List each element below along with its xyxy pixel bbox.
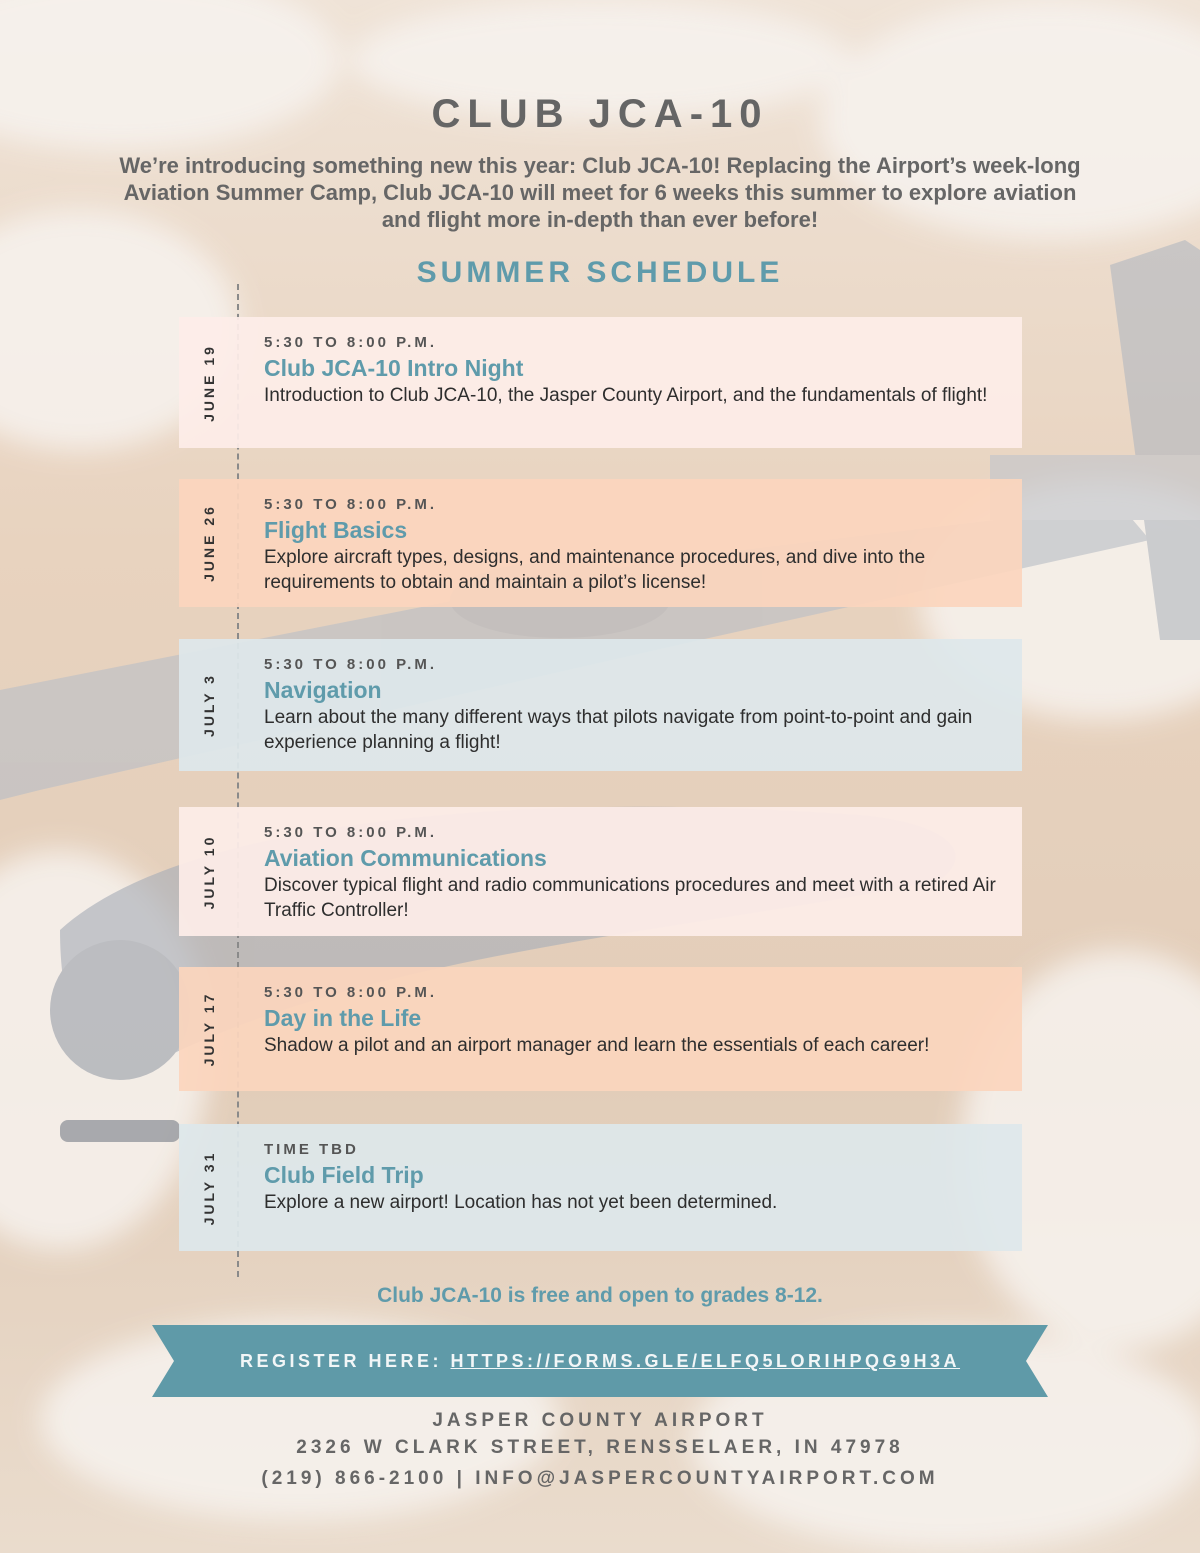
footer-contact (0, 1468, 1200, 1490)
intro-paragraph: We’re introducing something new this year: Club JCA-10! Replacing the Airport’s week-long Aviation Summer Camp, Club JCA-10 will meet for 6 weeks this summer to explore aviation and flight more in-depth than ever before! (119, 153, 1081, 232)
schedule-heading: SUMMER SCHEDULE (416, 256, 784, 289)
event-date: JUNE 19 (201, 343, 217, 422)
event-date: JUNE 26 (201, 504, 217, 582)
register-banner (152, 1325, 1048, 1397)
event-description: Discover typical flight and radio communications procedures and meet with a retired Air Traffic Controller! (264, 875, 996, 921)
footer-phone[interactable]: (219) 866-2100 (261, 1468, 448, 1489)
footer-separator: | (456, 1468, 466, 1489)
event-description: Learn about the many different ways that pilots navigate from point-to-point and gain experience planning a flight! (264, 707, 973, 753)
schedule-event-july-3 (179, 639, 1022, 771)
event-date: JULY 17 (201, 991, 217, 1067)
event-description: Explore a new airport! Location has not yet been determined. (264, 1192, 778, 1213)
page-title: CLUB JCA-10 (431, 92, 769, 136)
event-name: Club JCA-10 Intro Night (264, 355, 524, 381)
event-time: 5:30 TO 8:00 P.M. (264, 496, 438, 513)
event-time: 5:30 TO 8:00 P.M. (264, 984, 438, 1001)
event-description: Introduction to Club JCA-10, the Jasper County Airport, and the fundamentals of flight! (264, 385, 988, 406)
event-time: 5:30 TO 8:00 P.M. (264, 334, 438, 351)
schedule-event-june-26 (179, 479, 1022, 607)
schedule-event-july-31 (179, 1124, 1022, 1251)
event-date: JULY 3 (201, 673, 217, 737)
event-name: Club Field Trip (264, 1162, 424, 1188)
event-date: JULY 10 (201, 834, 217, 909)
event-name: Flight Basics (264, 517, 408, 543)
event-time: TIME TBD (264, 1141, 359, 1158)
event-time: 5:30 TO 8:00 P.M. (264, 824, 438, 841)
footer-email[interactable]: INFO@JASPERCOUNTYAIRPORT.COM (475, 1468, 939, 1489)
register-link[interactable]: HTTPS://FORMS.GLE/ELFQ5LORIHPQG9H3A (450, 1351, 961, 1371)
event-description: Shadow a pilot and an airport manager and learn the essentials of each career! (264, 1035, 930, 1056)
register-label: REGISTER HERE: (239, 1351, 442, 1371)
event-name: Aviation Communications (264, 845, 547, 871)
footer-airport-name: JASPER COUNTY AIRPORT (432, 1410, 768, 1431)
eligibility-note: Club JCA-10 is free and open to grades 8-12. (377, 1284, 823, 1307)
event-date: JULY 31 (201, 1150, 217, 1225)
footer-address: 2326 W CLARK STREET, RENSSELAER, IN 47978 (296, 1437, 904, 1458)
event-time: 5:30 TO 8:00 P.M. (264, 656, 438, 673)
event-name: Day in the Life (264, 1005, 422, 1031)
schedule-event-july-10 (179, 807, 1022, 936)
schedule-event-june-19 (179, 317, 1022, 448)
event-description: Explore aircraft types, designs, and maintenance procedures, and dive into the requirements to obtain and maintain a pilot’s license! (264, 547, 926, 593)
event-name: Navigation (264, 677, 382, 703)
schedule-event-july-17 (179, 967, 1022, 1091)
